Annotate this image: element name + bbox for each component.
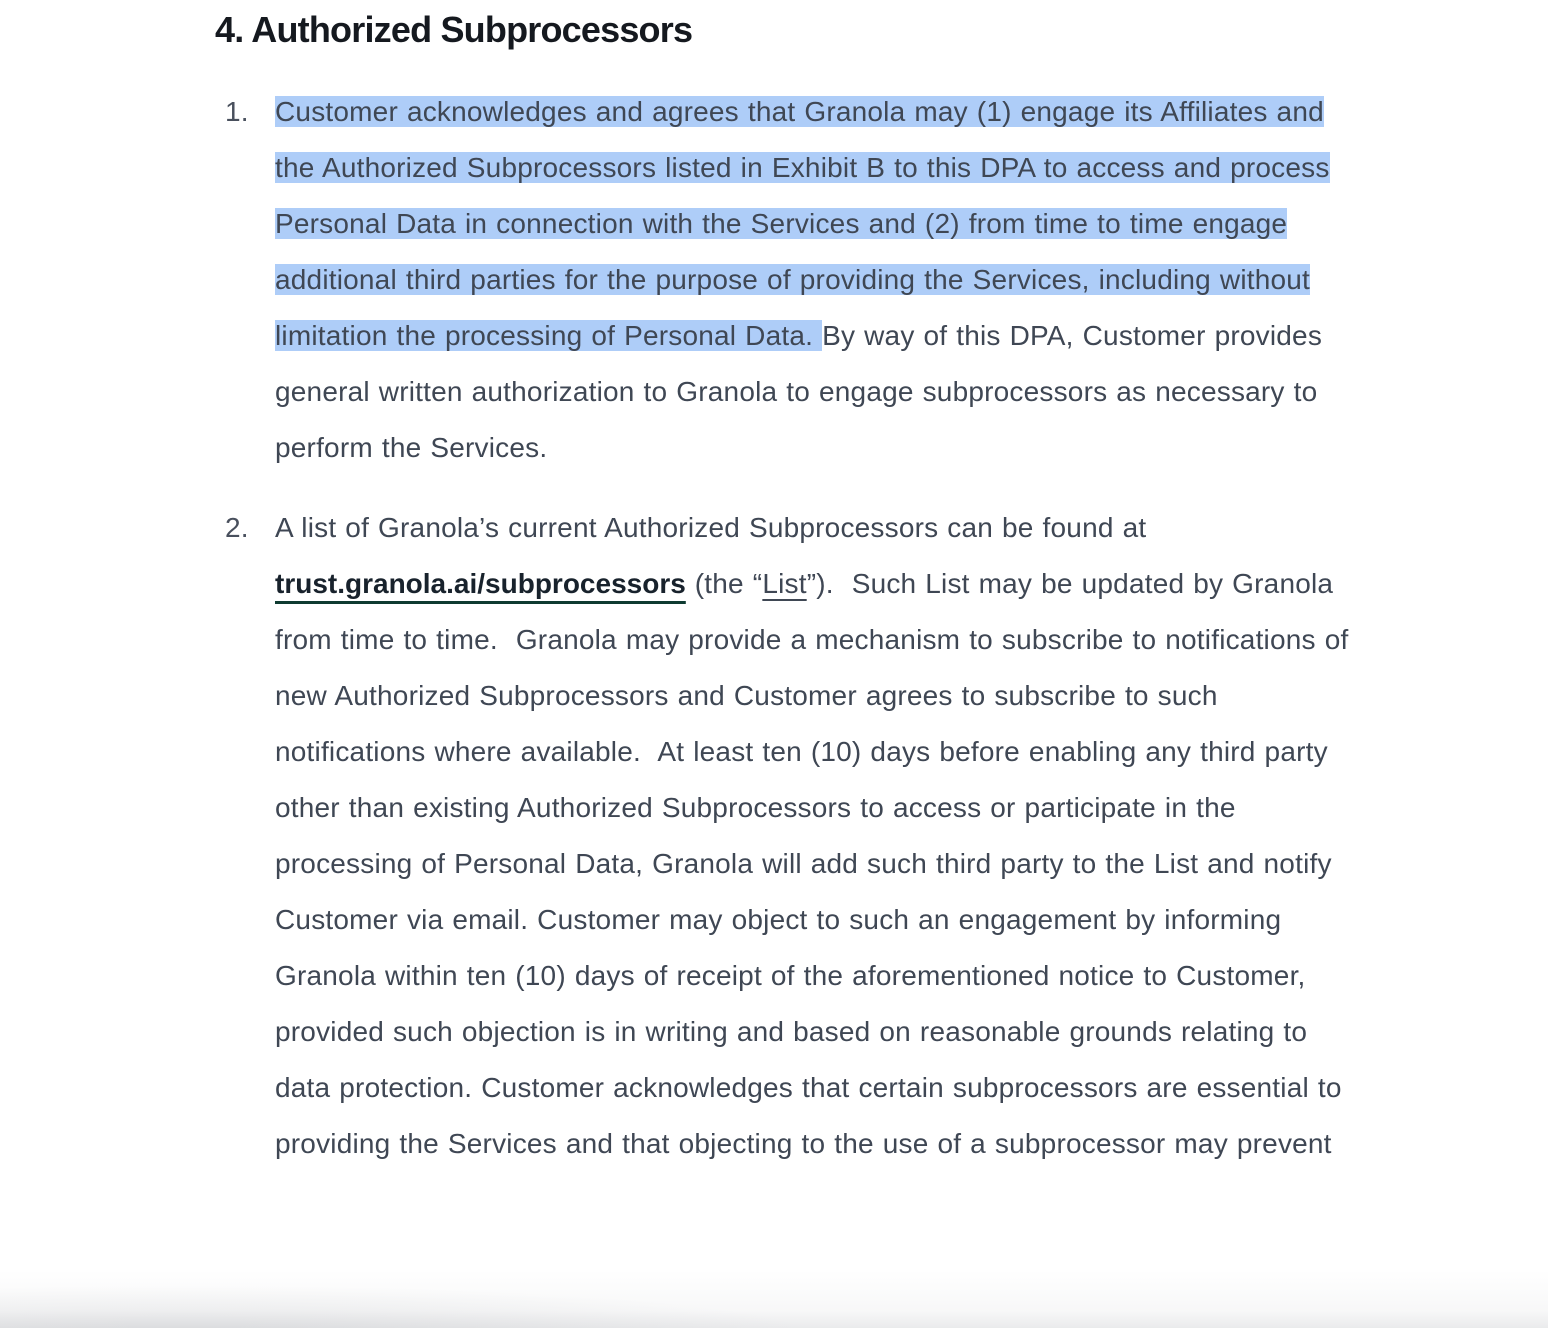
paragraph-text: A list of Granola’s current Authorized Subprocessors can be found at bbox=[275, 512, 1147, 543]
list-item-number: 1. bbox=[225, 96, 249, 127]
defined-term-list: List bbox=[762, 568, 807, 599]
subprocessors-list-link[interactable]: trust.granola.ai/subprocessors bbox=[275, 568, 686, 599]
list-item-number: 2. bbox=[225, 512, 249, 543]
paragraph-text: (the “ bbox=[685, 568, 763, 599]
list-item-text bbox=[275, 500, 1353, 1172]
section-heading: 4. Authorized Subprocessors bbox=[215, 9, 693, 50]
list-item bbox=[215, 500, 1548, 1172]
paragraph-text: ”). Such List may be updated by Granola from time to time. Granola may provide a mechanism to subscribe to notifications of new Authorized Subprocessors and Customer agrees to subscribe to such notifications where available. At least ten (10) days before enabling any third party other than existing Authorized Subprocessors to access or participate in the processing of Personal Data, Granola will add such third party to the List and notify Customer via email. Customer may object to such an engagement by informing Granola within ten (10) days of receipt of the aforementioned notice to Customer, provided such objection is in writing and based on reasonable grounds relating to data protection. Customer acknowledges that certain subprocessors are essential to providing the Services and that objecting to the use of a subprocessor may prevent bbox=[275, 568, 1349, 1159]
bottom-edge-shadow bbox=[0, 1270, 1548, 1328]
ordered-list bbox=[215, 84, 1548, 1172]
text-selection-highlight: Customer acknowledges and agrees that Granola may (1) engage its Affiliates and the Authorized Subprocessors listed in Exhibit B to this DPA to access and process Personal Data in connection with the Services and (2) from time to time engage additional third parties for the purpose of providing the Services, including without limitation the processing of Personal Data. bbox=[275, 96, 1330, 351]
list-item-text bbox=[275, 84, 1353, 476]
paragraph-text: By way of this DPA, Customer provides general written authorization to Granola to engage subprocessors as necessary to perform the Services. bbox=[275, 320, 1323, 463]
list-item bbox=[215, 84, 1548, 476]
